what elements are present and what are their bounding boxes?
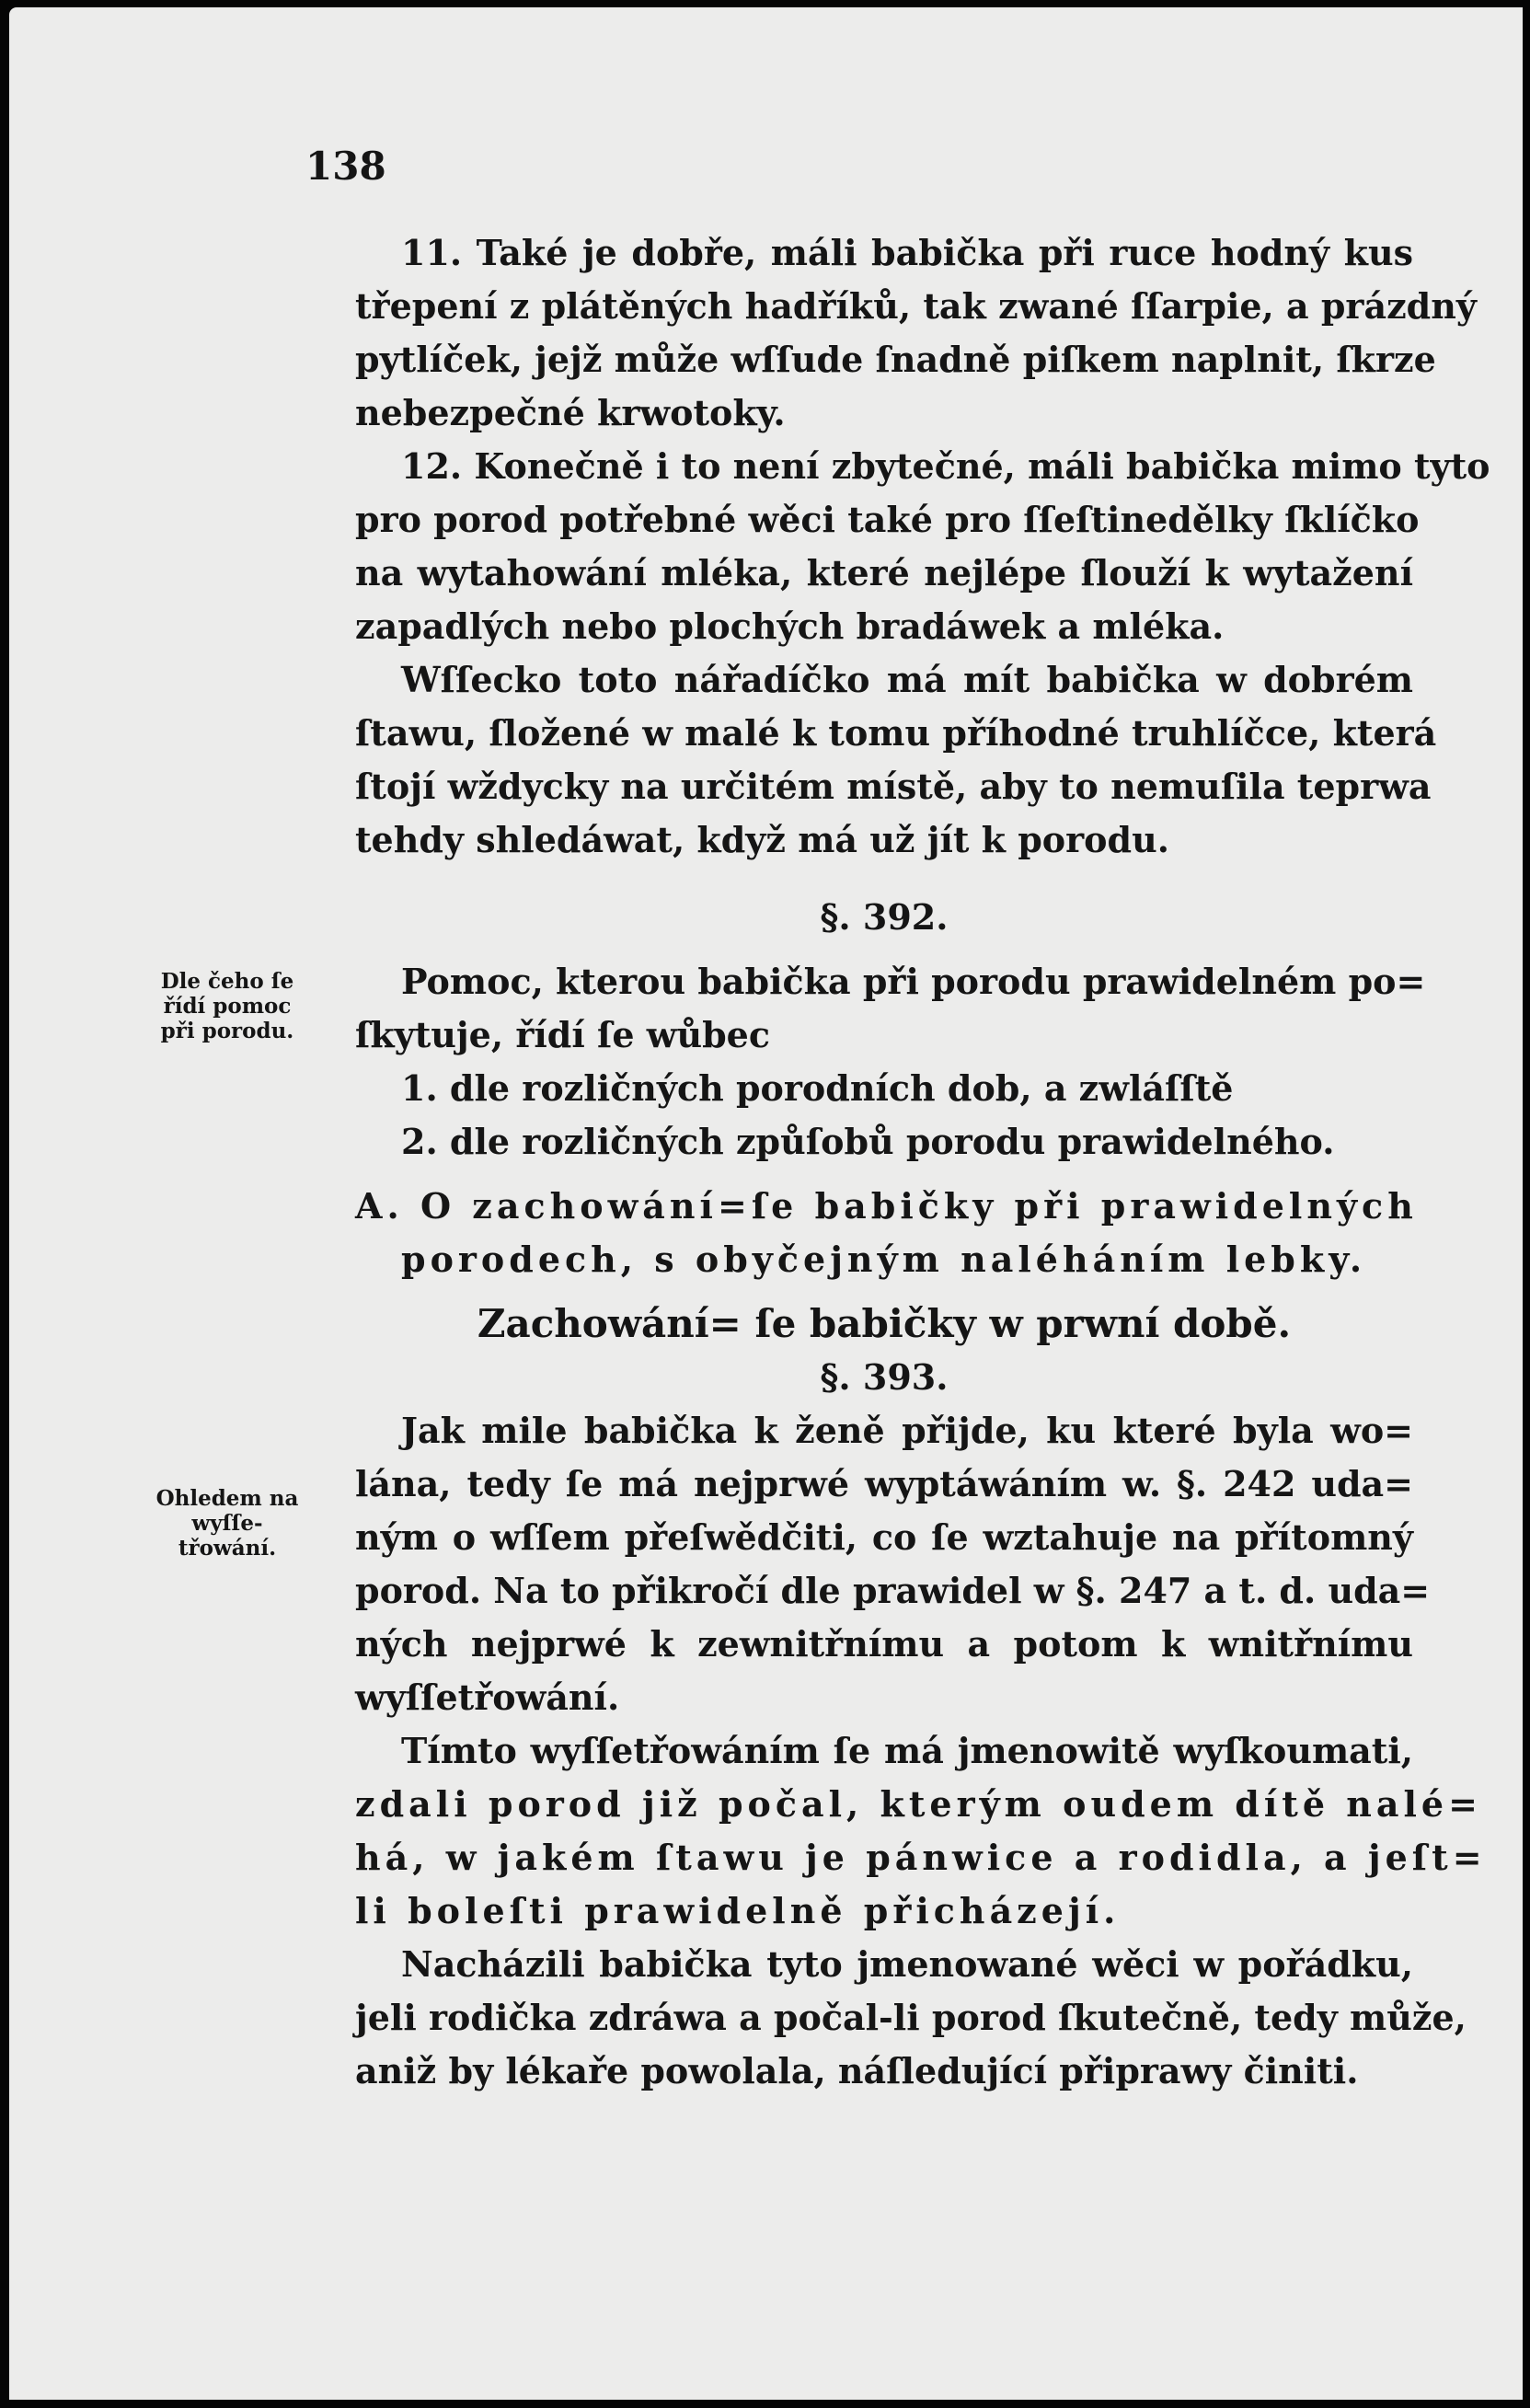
paragraph-timto xyxy=(355,1724,1487,1938)
text-line: pro porod potřebné wěci také pro ſſeſtinedělky ſklíčko xyxy=(355,499,1420,540)
subheading: Zachowání= ſe babičky w prwní době. xyxy=(477,1301,1292,1346)
text-line: ſtojí wždycky na určitém místě, aby to nemuſila teprwa xyxy=(355,766,1432,807)
section-heading-393: §. 393. xyxy=(820,1356,949,1398)
text-line: lána, tedy ſe má nejprwé wyptáwáním w. §. 242 uda= xyxy=(355,1463,1413,1504)
paragraph-12 xyxy=(355,440,1490,653)
heading-line: A. O zachowání=ſe babičky při prawidelných xyxy=(355,1185,1418,1227)
page-number: 138 xyxy=(305,144,386,189)
text-line: třepení z plátěných hadříků, tak zwané ſſarpie, a prázdný xyxy=(355,285,1477,327)
list-item: 1. dle rozličných porodních dob, a zwláſſtě xyxy=(401,1067,1234,1109)
text-line: Tímto wyſſetřowáním ſe má jmenowitě wyſkoumati, xyxy=(401,1730,1413,1771)
text-line: Jak mile babička k ženě přijde, ku které byla wo= xyxy=(401,1410,1413,1451)
text-line: li boleſti prawidelně přicházejí. xyxy=(355,1890,1121,1931)
paragraph-11 xyxy=(355,226,1477,440)
text-line: aniž by lékaře powolala, náſledující připrawy činiti. xyxy=(355,2050,1359,2091)
text-line: 12. Konečně i to není zbytečné, máli babička mimo tyto xyxy=(401,445,1490,487)
paragraph-nachazili xyxy=(355,1938,1467,2098)
text-line: pytlíček, jejž může wſſude ſnadně piſkem naplnit, ſkrze xyxy=(355,339,1436,380)
paragraph-392 xyxy=(355,955,1426,1169)
list-item: 2. dle rozličných způſobů porodu prawidelného. xyxy=(401,1121,1335,1162)
text-line: zapadlých nebo plochých bradáwek a mléka. xyxy=(355,605,1225,647)
margin-note-ohledem: Ohledem na wyſſe- třowání. xyxy=(155,1486,299,1561)
text-line: Nacházili babička tyto jmenowané wěci w pořádku, xyxy=(401,1943,1413,1985)
chapter-heading-a xyxy=(355,1180,1418,1286)
text-line: ſtawu, ſložené w malé k tomu příhodné truhlíčce, která xyxy=(355,712,1437,754)
text-line: porod. Na to přikročí dle prawidel w §. 247 a t. d. uda= xyxy=(355,1570,1431,1611)
text-line: zdali porod již počal, kterým oudem dítě nalé= xyxy=(355,1783,1482,1825)
section-heading-392: §. 392. xyxy=(820,896,949,938)
text-line: há, w jakém ſtawu je pánwice a rodidla, a jeſt= xyxy=(355,1837,1487,1878)
text-line: nebezpečné krwotoky. xyxy=(355,392,786,433)
text-line: Wſſecko toto nářadíčko má mít babička w dobrém xyxy=(401,659,1413,700)
margin-note-pomoc: Dle čeho ſe řídí pomoc při porodu. xyxy=(160,969,294,1043)
text-line: na wytahowání mléka, které nejlépe ſlouží k wytažení xyxy=(355,552,1413,593)
text-line: ných nejprwé k zewnitřnímu a potom k wnitřnímu xyxy=(355,1623,1413,1665)
text-line: Pomoc, kterou babička při porodu prawidelném po= xyxy=(401,961,1426,1002)
text-line: wyſſetřowání. xyxy=(355,1676,620,1718)
book-page xyxy=(9,7,1523,2400)
paragraph-393 xyxy=(355,1404,1431,1724)
page-body xyxy=(355,226,1490,2098)
text-line: ným o wſſem přeſwědčiti, co ſe wztahuje na přítomný xyxy=(355,1516,1413,1558)
text-line: jeli rodička zdráwa a počal-li porod ſkutečně, tedy může, xyxy=(355,1997,1467,2038)
heading-line: porodech, s obyčejným naléháním lebky. xyxy=(401,1239,1367,1280)
text-line: 11. Také je dobře, máli babička při ruce hodný kus xyxy=(401,232,1413,273)
paragraph-naradicko xyxy=(355,653,1437,867)
text-line: ſkytuje, řídí ſe wůbec xyxy=(355,1014,770,1055)
text-line: tehdy shledáwat, když má už jít k porodu. xyxy=(355,819,1169,860)
